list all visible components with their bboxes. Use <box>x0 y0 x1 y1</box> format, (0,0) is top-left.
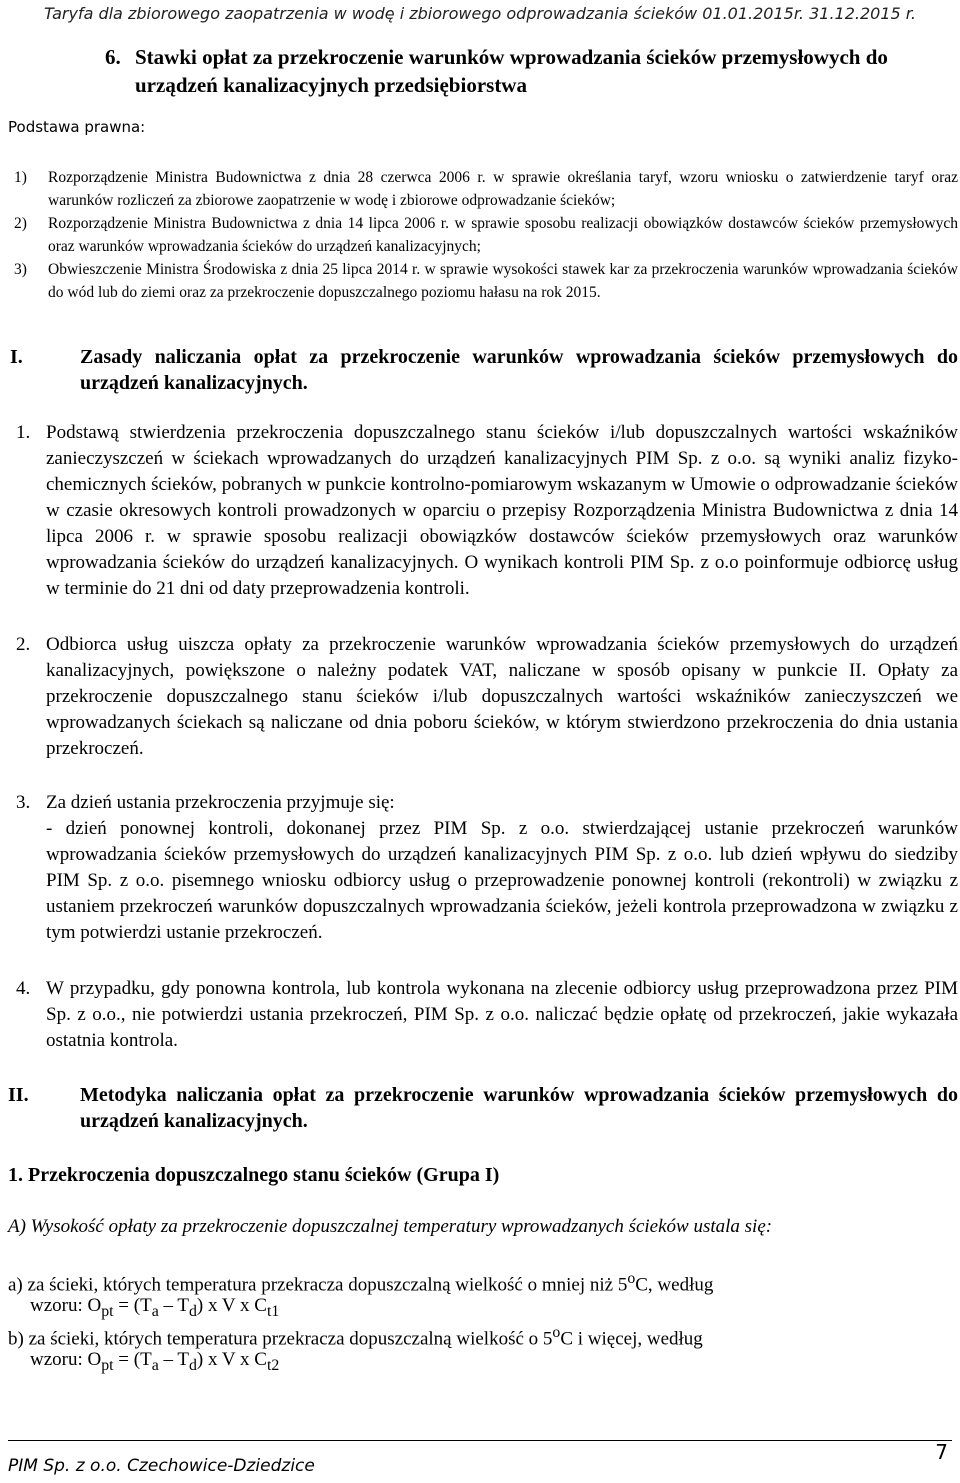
group-heading: 1. Przekroczenia dopuszczalnego stanu ścieków (Grupa I) <box>8 1164 500 1186</box>
law-number: 1) <box>14 169 27 186</box>
case-b-text: b) za ścieki, których temperatura przekracza dopuszczalną wielkość o 5$^o$C i więcej, według <box>8 1324 703 1350</box>
item-number: 3. <box>16 792 31 813</box>
footer-divider <box>8 1440 952 1441</box>
law-text: Obwieszczenie Ministra Środowiska z dnia 25 lipca 2014 r. w sprawie wysokości stawek kar za przekroczenia warunków wprowadzania ścieków do wód lub do ziemi oraz za przekroczenie dopuszczalnego poziomu hałasu na rok 2015. <box>48 261 958 301</box>
law-number: 2) <box>14 215 27 232</box>
item-text: Odbiorca usług uiszcza opłaty za przekroczenie warunków wprowadzania ścieków przemysłowych do urządzeń kanalizacyjnych, powiększone o należny podatek VAT, naliczane w sposób opisany w punkcie II. Opłaty za przekroczenie dopuszczalnego stanu ścieków i/lub dopuszczalnych wartości wskaźników zanieczyszczeń we wprowadzanych ściekach są naliczane od dnia poboru ścieków, w którym stwierdzono przekroczenia do dnia ustania przekroczeń. <box>46 634 958 759</box>
footer-company: PIM Sp. z o.o. Czechowice-Dziedzice <box>8 1456 315 1476</box>
item-number: 2. <box>16 634 31 655</box>
formula-b: wzoru: $O_{pt} = (T_a - T_d)$ x V x $C_{t2}$ <box>30 1349 280 1374</box>
law-number: 3) <box>14 261 27 278</box>
law-text: Rozporządzenie Ministra Budownictwa z dnia 28 czerwca 2006 r. w sprawie określania taryf, wzoru wniosku o zatwierdzenie taryf oraz warunków rozliczeń za zbiorowe zaopatrzenie w wodę i zbiorowe odprowadzanie ścieków; <box>48 169 958 209</box>
part-number: I. <box>10 346 23 368</box>
legal-basis-label: Podstawa prawna: <box>8 118 146 136</box>
page-header: Taryfa dla zbiorowego zaopatrzenia w wodę i zbiorowego odprowadzania ścieków 01.01.2015r. 31.12.2015 r. <box>43 4 916 23</box>
item-subtext: - dzień ponownej kontroli, dokonanej przez PIM Sp. z o.o. stwierdzającej ustanie przekroczeń warunków wprowadzania ścieków przemysłowych do urządzeń kanalizacyjnych PIM Sp. z o.o. lub dzień wpływu do siedziby PIM Sp. z o.o. pisemnego wniosku odbiorcy usług o przeprowadzenie ponownej kontroli (rekontroli) w związku z ustaniem przekroczeń warunków dopuszczalnych wprowadzania ścieków, jeżeli kontrola przeprowadzona w związku z tym potwierdzi ustanie przekroczeń. <box>46 818 958 943</box>
section-title: Stawki opłat za przekroczenie warunków wprowadzania ścieków przemysłowych do urządzeń kanalizacyjnych przedsiębiorstwa <box>135 45 888 97</box>
item-text: Podstawą stwierdzenia przekroczenia dopuszczalnego stanu ścieków i/lub dopuszczalnych wartości wskaźników zanieczyszczeń w ściekach wprowadzanych do urządzeń kanalizacyjnych PIM Sp. z o.o. są wyniki analiz fizyko-chemicznych ścieków, pobranych w punkcie kontrolno-pomiarowym wskazanym w Umowie o odprowadzanie ścieków w czasie okresowych kontroli prowadzonych w oparciu o przepisy Rozporządzenia Ministra Budownictwa z dnia 14 lipca 2006 r. w sprawie sposobu realizacji obowiązków dostawców ścieków przemysłowych oraz warunków wprowadzania ścieków do urządzeń kanalizacyjnych. O wynikach kontroli PIM Sp. z o.o poinformuje odbiorcę usług w terminie do 21 dni od daty przeprowadzenia kontroli. <box>46 422 958 599</box>
page-number: 7 <box>935 1440 948 1464</box>
part-number: II. <box>8 1084 29 1106</box>
case-a-text: a) za ścieki, których temperatura przekracza dopuszczalną wielkość o mniej niż 5$^o$C, według <box>8 1270 714 1296</box>
item-text: W przypadku, gdy ponowna kontrola, lub kontrola wykonana na zlecenie odbiorcy usług przeprowadzona przez PIM Sp. z o.o., nie potwierdzi ustania przekroczeń, PIM Sp. z o.o. naliczać będzie opłatę od przekroczeń, jakie wykazała ostatnia kontrola. <box>46 978 958 1051</box>
item-text: Za dzień ustania przekroczenia przyjmuje się: <box>46 792 395 813</box>
item-number: 1. <box>16 422 31 443</box>
subsection-a-heading: A) Wysokość opłaty za przekroczenie dopuszczalnej temperatury wprowadzanych ścieków ustala się: <box>8 1216 773 1237</box>
formula-a: wzoru: $O_{pt} = (T_a - T_d)$ x V x $C_{t1}$ <box>30 1295 280 1320</box>
law-text: Rozporządzenie Ministra Budownictwa z dnia 14 lipca 2006 r. w sprawie sposobu realizacji obowiązków dostawców ścieków przemysłowych oraz warunków wprowadzania ścieków do urządzeń kanalizacyjnych; <box>48 215 958 255</box>
item-number: 4. <box>16 978 31 999</box>
part-title: Metodyka naliczania opłat za przekroczenie warunków wprowadzania ścieków przemysłowych do urządzeń kanalizacyjnych. <box>80 1084 958 1132</box>
part-title: Zasady naliczania opłat za przekroczenie warunków wprowadzania ścieków przemysłowych do urządzeń kanalizacyjnych. <box>80 346 958 394</box>
section-number: 6. <box>105 45 121 69</box>
